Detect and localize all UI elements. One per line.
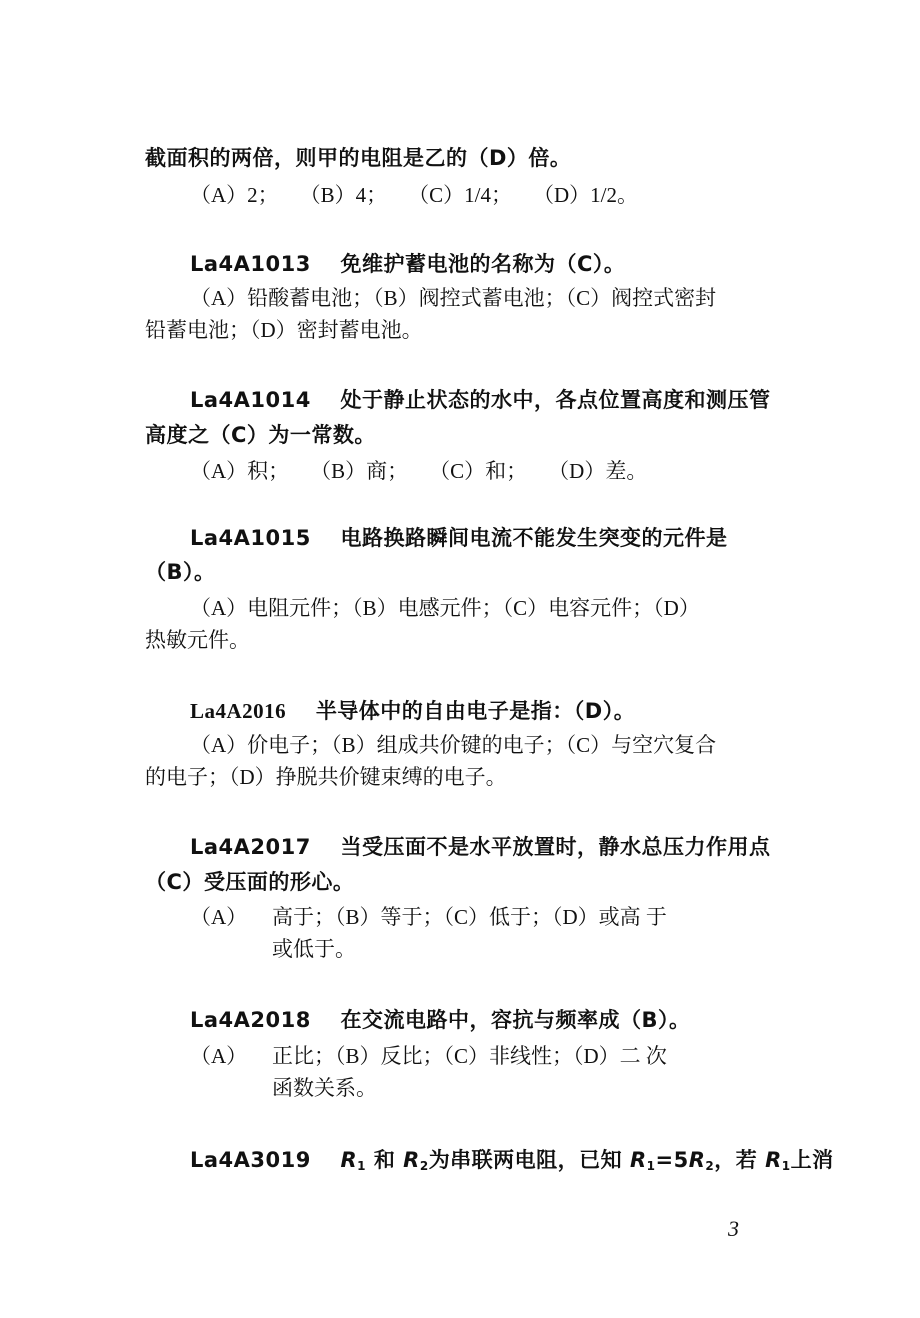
question-1013-option-line2: 铅蓄电池；（D）密封蓄电池。: [145, 318, 423, 342]
question-1014-stem-line2: 高度之（C）为一常数。: [145, 423, 376, 447]
question-code: La4A2017: [190, 835, 311, 859]
question-code: La4A1015: [190, 526, 311, 550]
question-2017-option-line2: 或低于。: [272, 937, 356, 961]
question-code: La4A2018: [190, 1008, 311, 1032]
question-3019-stem: La4A3019 $R_1$ 和 $R_2$为串联两电阻，已知 $R_1=5R_2$，若 $R_1$上消: [190, 1148, 834, 1173]
question-1013-stem: La4A1013 免维护蓄电池的名称为（C）。: [190, 252, 626, 276]
question-code: La4A2016: [190, 699, 287, 723]
question-1013-option-line1: （A）铅酸蓄电池；（B）阀控式蓄电池；（C）阀控式密封: [190, 286, 717, 310]
question-code: La4A1014: [190, 388, 311, 412]
question-2018-stem: La4A2018 在交流电路中，容抗与频率成（B）。: [190, 1008, 691, 1032]
question-1015-option-line2: 热敏元件。: [145, 628, 250, 652]
question-1015-stem: La4A1015 电路换路瞬间电流不能发生突变的元件是: [190, 526, 728, 550]
question-1015-stem-line2: （B）。: [145, 560, 216, 584]
question-2016-stem: La4A2016 半导体中的自由电子是指：（D）。: [190, 699, 636, 723]
question-code: La4A3019: [190, 1148, 311, 1172]
question-2018-option-line1: （A） 正比；（B）反比；（C）非线性；（D）二 次: [190, 1044, 667, 1068]
question-code: La4A1013: [190, 252, 311, 276]
page-number: 3: [728, 1216, 739, 1241]
question-2017-option-line1: （A） 高于；（B）等于；（C）低于；（D）或高 于: [190, 905, 667, 929]
cont-stem: 截面积的两倍，则甲的电阻是乙的（D）倍。: [145, 146, 572, 170]
question-2016-option-line1: （A）价电子；（B）组成共价键的电子；（C）与空穴复合: [190, 733, 717, 757]
question-1015-option-line1: （A）电阻元件；（B）电感元件；（C）电容元件；（D）: [190, 596, 700, 620]
cont-options: （A）2； （B）4； （C）1/4； （D）1/2。: [190, 183, 639, 207]
question-2017-stem: La4A2017 当受压面不是水平放置时，静水总压力作用点: [190, 835, 771, 859]
question-2018-option-line2: 函数关系。: [272, 1076, 377, 1100]
question-1014-stem: La4A1014 处于静止状态的水中，各点位置高度和测压管: [190, 388, 771, 412]
question-2017-stem-line2: （C）受压面的形心。: [145, 870, 355, 894]
question-1014-options: （A）积； （B）商； （C）和； （D）差。: [190, 459, 648, 483]
question-2016-option-line2: 的电子；（D）挣脱共价键束缚的电子。: [145, 765, 507, 789]
